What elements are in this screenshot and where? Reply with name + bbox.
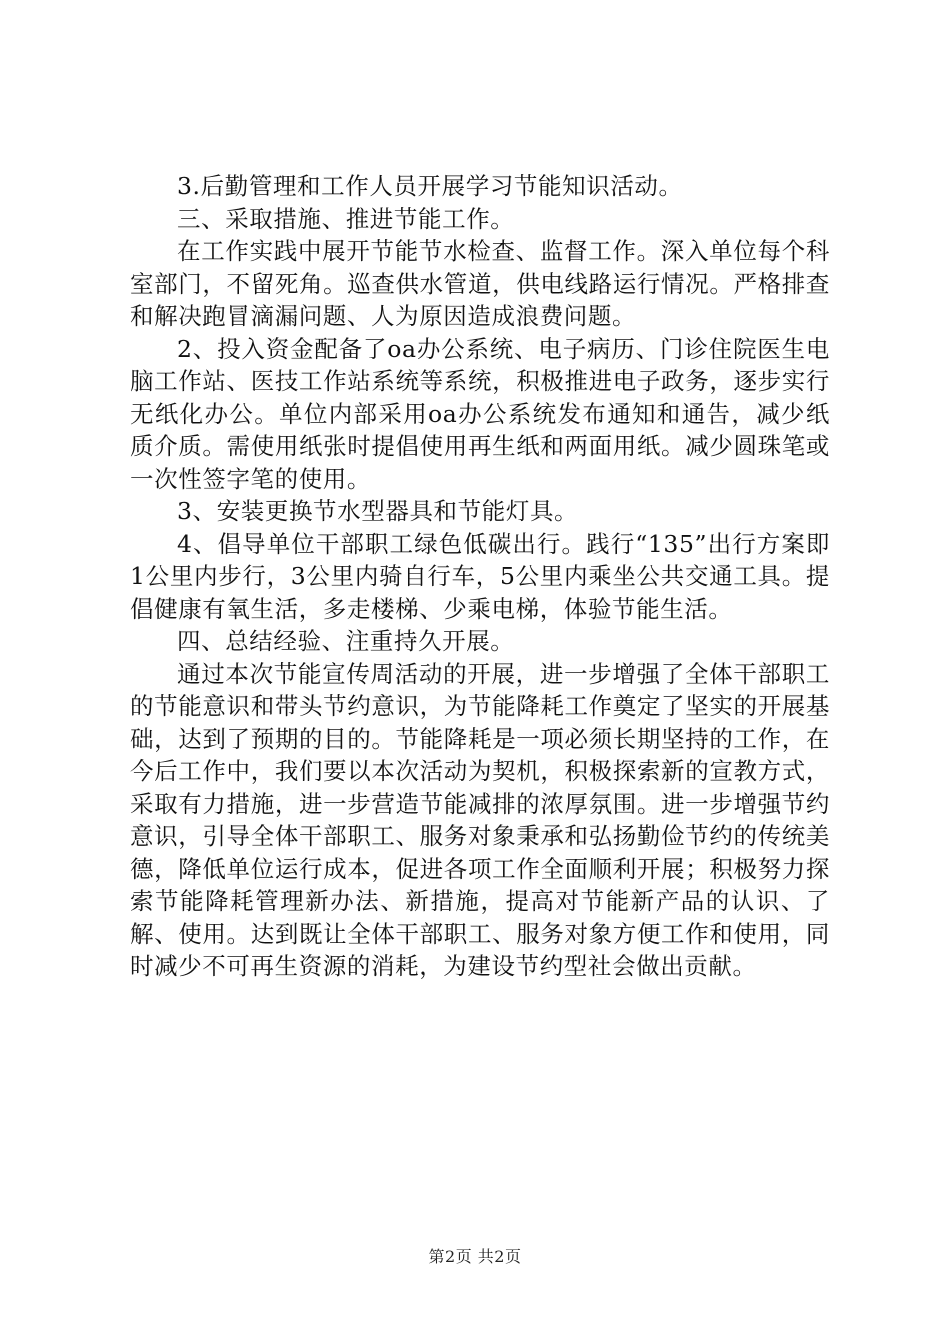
paragraph-oa-system: 2、投入资金配备了oa办公系统、电子病历、门诊住院医生电脑工作站、医技工作站系统等系统，积极推进电子政务，逐步实行无纸化办公。单位内部采用oa办公系统发布通知和通告，减少纸质介质。需使用纸张时提倡使用再生纸和两面用纸。减少圆珠笔或一次性签字笔的使用。 [130, 334, 830, 493]
section-heading-4: 四、总结经验、注重持久开展。 [177, 627, 515, 655]
paragraph-summary: 通过本次节能宣传周活动的开展，进一步增强了全体干部职工的节能意识和带头节约意识，为节能降耗工作奠定了坚实的开展基础，达到了预期的目的。节能降耗是一项必须长期坚持的工作，在今后工作中，我们要以本次活动为契机，积极探索新的宣教方式，采取有力措施，进一步营造节能减排的浓厚氛围。进一步增强节约意识，引导全体干部职工、服务对象秉承和弘扬勤俭节约的传统美德，降低单位运行成本，促进各项工作全面顺利开展；积极努力探索节能降耗管理新办法、新措施，提高对节能新产品的认识、了解、使用。达到既让全体干部职工、服务对象方便工作和使用，同时减少不可再生资源的消耗，为建设节约型社会做出贡献。 [130, 659, 830, 980]
page-number: 第2页 共2页 [428, 1247, 522, 1266]
paragraph-green-travel: 4、倡导单位干部职工绿色低碳出行。践行“135”出行方案即1公里内步行，3公里内骑自行车，5公里内乘坐公共交通工具。提倡健康有氧生活，多走楼梯、少乘电梯，体验节能生活。 [130, 529, 830, 623]
document-body [130, 170, 830, 983]
section-heading-3: 三、采取措施、推进节能工作。 [177, 204, 515, 233]
paragraph-water-saving: 3、安装更换节水型器具和节能灯具。 [177, 497, 579, 525]
paragraph-inspection: 在工作实践中展开节能节水检查、监督工作。深入单位每个科室部门，不留死角。巡查供水管道，供电线路运行情况。严格排查和解决跑冒滴漏问题、人为原因造成浪费问题。 [130, 237, 830, 330]
paragraph-1: 3.后勤管理和工作人员开展学习节能知识活动。 [177, 172, 683, 200]
